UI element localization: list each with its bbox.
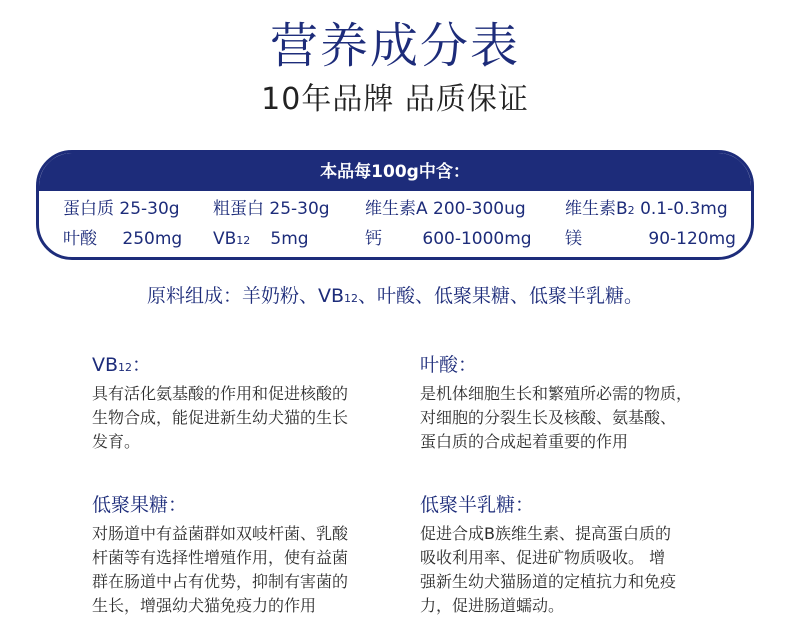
nutrition-table	[36, 150, 754, 260]
nutrient-crude-protein	[213, 195, 330, 223]
section-title-folic-acid: 叶酸：	[420, 354, 478, 376]
nutrient-folic-acid	[63, 225, 182, 253]
nutrient-name: 维生素A	[365, 199, 428, 219]
nutrient-value: 200-300ug	[433, 199, 526, 219]
section-body-folic-acid: 是机体细胞生长和繁殖所必需的物质， 对细胞的分裂生长及核酸、氨基酸、 蛋白质的合成起着重要的作用	[420, 384, 693, 451]
page-subtitle: 10年品牌 品质保证	[261, 82, 529, 117]
section-title-vb12: VB12：	[92, 354, 152, 376]
nutrient-name: 蛋白质	[63, 199, 114, 219]
section-title-fos: 低聚果糖：	[92, 494, 188, 516]
nutrition-table-label: 本品每100g中含：	[320, 162, 470, 182]
nutrition-row-2	[39, 225, 751, 253]
nutrient-name: VB12	[213, 229, 251, 249]
ingredients-line: 原料组成：羊奶粉、VB12、叶酸、低聚果糖、低聚半乳糖。	[146, 285, 644, 307]
nutrient-value: 90-120mg	[648, 229, 736, 249]
nutrient-name: 叶酸	[63, 229, 97, 249]
section-body-gos: 促进合成B族维生素、提高蛋白质的 吸收利用率、促进矿物质吸收。 增 强新生幼犬猫肠道的定植抗力和免疫 力，促进肠道蠕动。	[420, 524, 677, 615]
page-title: 营养成分表	[269, 18, 520, 74]
nutrient-name: 镁	[565, 229, 582, 249]
nutrient-value: 5mg	[270, 229, 309, 249]
nutrient-value: 250mg	[122, 229, 183, 249]
nutrient-name: 维生素B2	[565, 199, 635, 219]
nutrient-value: 0.1-0.3mg	[640, 199, 728, 219]
nutrient-vb12	[213, 225, 309, 255]
nutrient-vitamin-b2	[565, 195, 728, 225]
nutrient-name: 粗蛋白	[213, 199, 264, 219]
nutrient-name: 钙	[365, 229, 382, 249]
nutrient-value: 25-30g	[269, 199, 330, 219]
section-body-vb12: 具有活化氨基酸的作用和促进核酸的 生物合成，能促进新生幼犬猫的生长 发育。	[92, 384, 349, 451]
nutrition-row-1	[39, 195, 751, 223]
nutrient-magnesium	[565, 225, 736, 253]
section-title-gos: 低聚半乳糖：	[420, 494, 535, 516]
nutrient-calcium	[365, 225, 532, 253]
nutrient-vitamin-a	[365, 195, 526, 223]
nutrient-protein	[63, 195, 180, 223]
section-body-fos: 对肠道中有益菌群如双岐杆菌、乳酸 杆菌等有选择性增殖作用，使有益菌 群在肠道中占有优势，抑制有害菌的 生长，增强幼犬猫免疫力的作用	[92, 524, 349, 615]
nutrient-value: 25-30g	[119, 199, 180, 219]
nutrient-value: 600-1000mg	[422, 229, 532, 249]
